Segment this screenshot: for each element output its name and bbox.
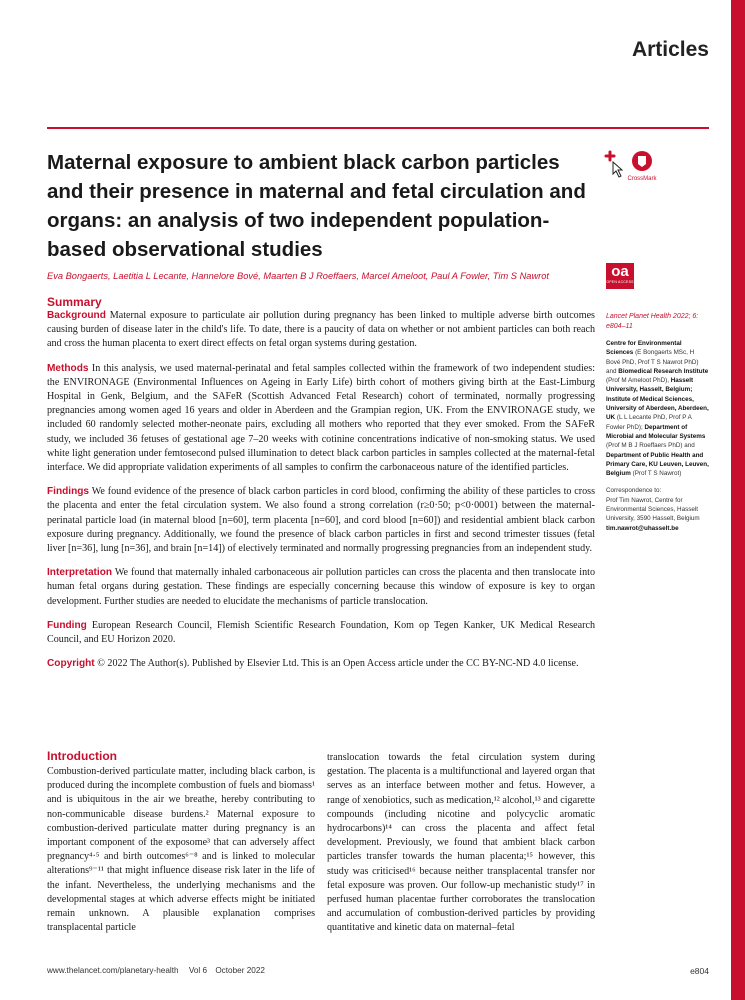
correspondence-email[interactable]: tim.nawrot@uhasselt.be [606, 524, 679, 532]
summary-heading: Summary [47, 295, 102, 309]
footer-url[interactable]: www.thelancet.com/planetary-health [47, 966, 179, 975]
abstract-interpretation: Interpretation We found that maternally inhaled carbonaceous air pollution particles can cross the placenta and then translocate into human fetal organs during gestation. These findings are especially concerning because this window of exposure is key to organ development. Further studies are needed to elucidate the mechanisms of particle translocation. [47, 567, 595, 607]
footer-volume: Vol 6 [188, 966, 208, 975]
abstract-findings: Findings We found evidence of the presence of black carbon particles in cord blood, confirming the ability of these particles to cross the placenta and enter the fetal circulation system. We also found a strong correlation (r≥0·50; p<0·0001) between the maternal-perinatal particle load (in maternal blood [n=60], term placenta [n=60], and cord blood [n=60]) and residential ambient black carbon exposure during pregnancy. Additionally, we found the presence of black carbon particles in first and second trimester tissues (fetal liver [n=36], lung [n=36], and brain [n=14]) of electively terminated and normally progressing pregnancies from an independent study. [47, 486, 596, 555]
abstract-funding: Funding European Research Council, Flemish Scientific Research Foundation, Kom op Tegen Kanker, UK Medical Research Council, and EU Horizon 2020. [47, 619, 596, 646]
oa-logo-subtext: OPEN ACCESS [606, 280, 634, 284]
author-list: Eva Bongaerts, Laetitia L Lecante, Hannelore Bové, Maarten B J Roeffaers, Marcel Ameloot, Paul A Fowler, Tim S Nawrot [47, 271, 550, 281]
page-number: e804 [690, 966, 709, 976]
journal-citation[interactable]: Lancet Planet Health 2022; 6: e804–11 [606, 313, 699, 330]
abstract [47, 309, 595, 681]
abstract-copyright: Copyright © 2022 The Author(s). Published by Elsevier Ltd. This is an Open Access article under the CC BY-NC-ND 4.0 license. [47, 658, 579, 670]
edge-color-bar [731, 0, 745, 1000]
open-access-logo [606, 263, 634, 289]
abstract-methods: Methods In this analysis, we used maternal-perinatal and fetal samples collected within the framework of two independent studies: the ENVIRONAGE (Environmental Influences on Ageing in Early Life) birth cohort of mothers giving birth at the East-Limburg Hospital in Genk, Belgium, and the SAFeR (Scottish Advanced Fetal Research) cohort of terminated, normally progressing pregnancies among women aged 16 years and older in Aberdeen and the Grampian region, UK. From the ENVIRONAGE study, we included 60 randomly selected mother-neonate pairs, excluding all mothers who reported that they ever smoked. From the SAFeR study, we included 36 fetuses of gestational age 7–20 weeks with cotinine concentrations indicative of non-smoking status. We used white light generation under femtosecond pulsed illumination to detect black carbon particles in samples collected at the maternal-fetal interface. We did appropriate validation experiments of all samples to confirm the carbonaceous nature of the identified particles. [47, 362, 595, 474]
badge-icons [602, 150, 662, 184]
crossmark-label: CrossMark [627, 176, 657, 182]
affiliations: Centre for Environmental Sciences (E Bongaerts MSc, H Bové PhD, Prof T S Nawrot PhD) and Biomedical Research Institute (Prof M Ameloot PhD), Hasselt University, Hasselt, Belgium; Institute of Medical Sciences, University of Aberdeen, Aberdeen, UK (L L Lecante PhD, Prof P A Fowler PhD); Department of Microbial and Molecular Systems (Prof M B J Roeffaers PhD) and Department of Public Health and Primary Care, KU Leuven, Leuven, Belgium (Prof T S Nawrot) [606, 340, 709, 478]
article-title: Maternal exposure to ambient black carbon particles and their presence in maternal and fetal circulation and organs: an analysis of two independent population-based observational studies [47, 151, 586, 261]
footer-date: October 2022 [215, 966, 265, 975]
footer-left [47, 966, 265, 975]
section-label: Articles [631, 38, 709, 61]
introduction-column-1: Combustion-derived particulate matter, including black carbon, is produced during the incomplete combustion of fuels and biomass¹ and is ubiquitous in the air we breathe, hereby contributing to non-communicable disease burdens.² Maternal exposure to combustion-derived particulate matter during pregnancy is an important component of the exposome³ that can adversely affect pregnancy⁴·⁵ and birth outcomes⁶⁻⁸ and is linked to molecular alterations⁹⁻¹¹ that might influence disease risk later in the life of the infant. Nevertheless, the underlying mechanisms and the developmental stages at which adverse effects might be initiated remain unknown. A plausible explanation comprises transplacental particle [47, 766, 315, 934]
introduction-column-2: translocation towards the fetal circulation system during gestation. The placenta is a multifunctional and layered organ that serves as an interface between mother and fetus. However, a range of xenobiotics, such as medication,¹² alcohol,¹³ and cigarette compounds (including nicotine and polycyclic aromatic hydrocarbons)¹⁴ can cross the placenta and affect fetal development. Previously, we found that ambient black carbon particles transfer towards the human placenta;¹⁵ however, this study was criticised¹⁶ because neither transplacental transfer nor fetal exposure was proven. Our follow-up mechanistic study¹⁷ in perfused human placentae further corroborates the translocation and accumulation of combustion-derived particles by providing quantitative and kinetic data on maternal–fetal [327, 752, 596, 934]
header-rule [47, 127, 709, 129]
abstract-background: Background Maternal exposure to particulate air pollution during pregnancy has been linked to multiple adverse birth outcomes causing burden of disease later in the child's life. To date, there is a paucity of data on whether or not ambient particles can both reach and cross the human placenta to exert direct effects on fetal organ systems during gestation. [47, 310, 595, 350]
oa-logo-text: oa [611, 263, 629, 280]
correspondence: Correspondence to: Prof Tim Nawrot, Centre for Environmental Sciences, Hasselt University, 3590 Hasselt, Belgium tim.nawrot@uhasselt.be [606, 487, 700, 532]
sidebar [606, 312, 710, 533]
crossmark-icon[interactable] [602, 150, 662, 184]
introduction-heading: Introduction [47, 749, 117, 763]
